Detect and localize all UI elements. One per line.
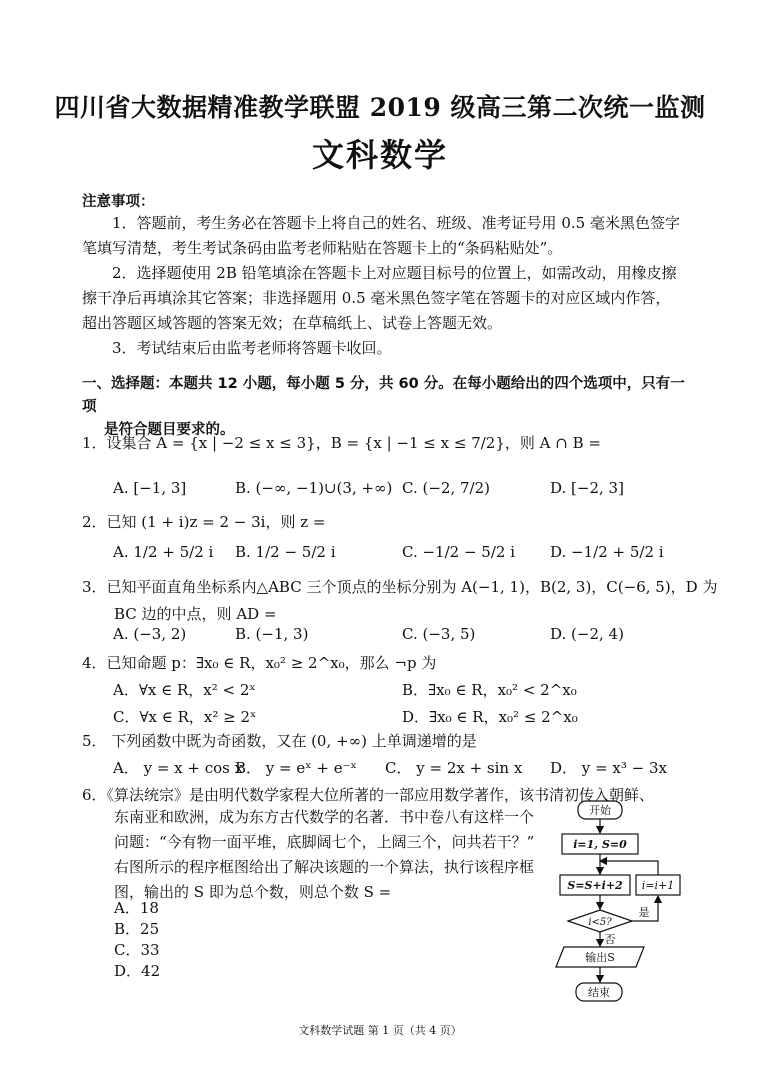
- question-6-line-1: 6．《算法统宗》是由明代数学家程大位所著的一部应用数学著作，该书清初传入朝鲜、: [82, 786, 655, 804]
- q3-option-b: B. (−1, 3): [235, 625, 309, 643]
- note-2-line-2: 擦干净后再填涂其它答案；非选择题用 0.5 毫米黑色签字笔在答题卡的对应区域内作答，: [82, 289, 671, 307]
- section-heading-line-1: 一、选择题：本题共 12 小题，每小题 5 分，共 60 分。在每小题给出的四个选项中，只有一项: [82, 376, 685, 415]
- q1-option-d: D. [−2, 3]: [550, 479, 624, 497]
- question-6-line-3: 问题：“今有物一面平堆，底脚阔七个，上阔三个，问共若干？”: [114, 833, 535, 851]
- exam-title: 四川省大数据精准教学联盟 2019 级高三第二次统一监测: [54, 93, 706, 122]
- q2-option-d: D. −1/2 + 5/2 i: [550, 543, 664, 561]
- flowchart-start-label: 开始: [589, 804, 611, 817]
- program-flowchart: [540, 795, 700, 1007]
- q6-option-c: C．33: [114, 941, 160, 959]
- question-4-stem: 4．已知命题 p：∃x₀ ∈ R，x₀² ≥ 2^x₀，那么 ¬p 为: [82, 654, 437, 672]
- question-2-stem: 2．已知 (1 + i)z = 2 − 3i，则 z =: [82, 513, 326, 531]
- q6-option-d: D．42: [114, 962, 161, 980]
- notes-heading: 注意事项：: [82, 194, 155, 210]
- q2-option-c: C. −1/2 − 5/2 i: [402, 543, 515, 561]
- flowchart-init-label: i=1, S=0: [573, 838, 627, 851]
- note-3: 3．考试结束后由监考老师将答题卡收回。: [112, 339, 392, 357]
- subject-title: 文科数学: [311, 136, 448, 174]
- question-3-stem-line-2: BC 边的中点，则 AD =: [114, 605, 277, 623]
- q4-option-a: A．∀x ∈ R，x² < 2ˣ: [113, 681, 256, 699]
- question-6-line-5: 图，输出的 S 即为总个数，则总个数 S =: [114, 883, 392, 901]
- q5-option-b: B． y = eˣ + e⁻ˣ: [235, 759, 357, 777]
- flowchart-output-label: 输出S: [585, 951, 615, 964]
- q5-option-a: A． y = x + cos x: [113, 759, 244, 777]
- q1-option-b: B. (−∞, −1)∪(3, +∞): [235, 479, 393, 497]
- flowchart-increment-label: i=i+1: [641, 879, 675, 892]
- question-6-line-2: 东南亚和欧洲，成为东方古代数学的名著．书中卷八有这样一个: [114, 808, 535, 826]
- section-heading-line-2: 是符合题目要求的。: [104, 422, 235, 438]
- page-footer: 文科数学试题 第 1 页（共 4 页）: [298, 1024, 462, 1037]
- question-6-line-4: 右图所示的程序框图给出了解决该题的一个算法，执行该程序框: [114, 858, 535, 876]
- q4-option-b: B．∃x₀ ∈ R，x₀² < 2^x₀: [402, 681, 577, 699]
- q5-option-c: C． y = 2x + sin x: [385, 759, 523, 777]
- question-5-stem: 5． 下列函数中既为奇函数，又在 (0, +∞) 上单调递增的是: [82, 732, 477, 750]
- q3-option-a: A. (−3, 2): [113, 625, 187, 643]
- question-6-body: [114, 805, 544, 905]
- q6-option-a: A．18: [114, 899, 159, 917]
- flowchart-yes-label: 是: [638, 906, 650, 919]
- q2-option-b: B. 1/2 − 5/2 i: [235, 543, 336, 561]
- q3-option-d: D. (−2, 4): [550, 625, 624, 643]
- flowchart-end-label: 结束: [588, 986, 610, 999]
- q1-option-c: C. (−2, 7/2): [402, 479, 490, 497]
- question-1-stem: 1．设集合 A = {x | −2 ≤ x ≤ 3}，B = {x | −1 ≤ x ≤ 7/2}，则 A ∩ B =: [82, 434, 601, 452]
- flowchart-no-label: 否: [604, 933, 616, 946]
- note-2-line-1: 2．选择题使用 2B 铅笔填涂在答题卡上对应题目标号的位置上，如需改动，用橡皮擦: [112, 264, 677, 282]
- flowchart-update-label: S=S+i+2: [567, 879, 623, 892]
- q1-option-a: A. [−1, 3]: [113, 479, 187, 497]
- q5-option-d: D． y = x³ − 3x: [550, 759, 667, 777]
- note-1-line-1: 1．答题前，考生务必在答题卡上将自己的姓名、班级、准考证号用 0.5 毫米黑色签字: [112, 214, 680, 232]
- note-2-line-3: 超出答题区域答题的答案无效；在草稿纸上、试卷上答题无效。: [82, 314, 503, 332]
- q3-option-c: C. (−3, 5): [402, 625, 476, 643]
- question-3-stem-line-1: 3．已知平面直角坐标系内△ABC 三个顶点的坐标分别为 A(−1, 1)，B(2, 3)，C(−6, 5)，D 为: [82, 578, 718, 596]
- notes-list: [82, 211, 682, 361]
- flowchart-condition-label: i<5?: [588, 917, 612, 928]
- q4-option-c: C．∀x ∈ R，x² ≥ 2ˣ: [113, 708, 257, 726]
- q6-option-b: B．25: [114, 920, 160, 938]
- q4-option-d: D．∃x₀ ∈ R，x₀² ≤ 2^x₀: [402, 708, 578, 726]
- note-1-line-2: 笔填写清楚，考生考试条码由监考老师粘贴在答题卡上的“条码粘贴处”。: [82, 239, 563, 257]
- q2-option-a: A. 1/2 + 5/2 i: [113, 543, 214, 561]
